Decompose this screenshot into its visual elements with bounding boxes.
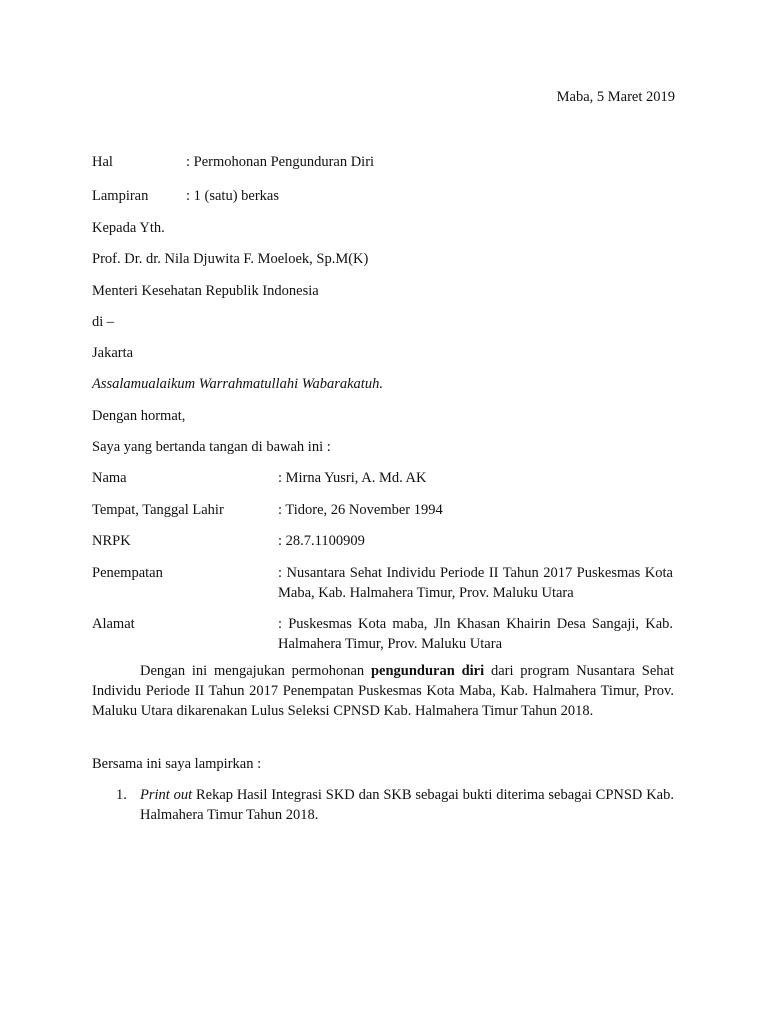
attachment-italic-text: Print out bbox=[140, 787, 193, 803]
identity-value: : Tidore, 26 November 1994 bbox=[278, 502, 443, 518]
recipient-name: Prof. Dr. dr. Nila Djuwita F. Moeloek, Sp.M(K) bbox=[92, 251, 369, 267]
identity-value: : Puskesmas Kota maba, Jln Khasan Khairin Desa Sangaji, Kab. Halmahera Timur, Prov. Maluku Utara bbox=[278, 616, 673, 652]
identity-label: Penempatan bbox=[92, 565, 163, 581]
salam: Assalamualaikum Warrahmatullahi Wabarakatuh. bbox=[92, 376, 383, 392]
body-text-end: dari program Nusantara Sehat Individu Periode II Tahun 2017 Penempatan Puskesmas Kota Maba, Kab. Halmahera Timur, Prov. Maluku Utara dikarenakan Lulus Seleksi CPNSD Kab. Halmahera Timur Tahun 2018. bbox=[92, 663, 674, 719]
identity-value: : 28.7.1100909 bbox=[278, 533, 365, 549]
identity-label: Alamat bbox=[92, 616, 135, 632]
body-text-start: Dengan ini mengajukan permohonan bbox=[140, 663, 371, 679]
body-paragraph bbox=[92, 661, 674, 721]
greeting: Dengan hormat, bbox=[92, 408, 186, 424]
identity-label: Tempat, Tanggal Lahir bbox=[92, 502, 224, 518]
identity-value: : Nusantara Sehat Individu Periode II Tahun 2017 Puskesmas Kota Maba, Kab. Halmahera Timur, Prov. Maluku Utara bbox=[278, 565, 673, 601]
lampiran-label: Lampiran bbox=[92, 188, 149, 204]
attachments-intro: Bersama ini saya lampirkan : bbox=[92, 756, 262, 772]
intro-text: Saya yang bertanda tangan di bawah ini : bbox=[92, 439, 331, 455]
recipient-di: di – bbox=[92, 314, 115, 330]
attachment-item bbox=[140, 785, 674, 825]
hal-label: Hal bbox=[92, 154, 113, 170]
identity-value: : Mirna Yusri, A. Md. AK bbox=[278, 470, 427, 486]
recipient-kepada: Kepada Yth. bbox=[92, 220, 165, 236]
lampiran-value: : 1 (satu) berkas bbox=[186, 188, 280, 204]
identity-label: Nama bbox=[92, 470, 127, 486]
place-date: Maba, 5 Maret 2019 bbox=[556, 89, 675, 105]
body-text-bold: pengunduran diri bbox=[370, 663, 485, 679]
attachment-number: 1. bbox=[116, 787, 127, 803]
recipient-city: Jakarta bbox=[92, 345, 134, 361]
recipient-title: Menteri Kesehatan Republik Indonesia bbox=[92, 283, 319, 299]
hal-value: : Permohonan Pengunduran Diri bbox=[186, 154, 375, 170]
attachment-text: Rekap Hasil Integrasi SKD dan SKB sebagai bukti diterima sebagai CPNSD Kab. Halmahera Timur Tahun 2018. bbox=[140, 787, 674, 823]
identity-label: NRPK bbox=[92, 533, 131, 549]
